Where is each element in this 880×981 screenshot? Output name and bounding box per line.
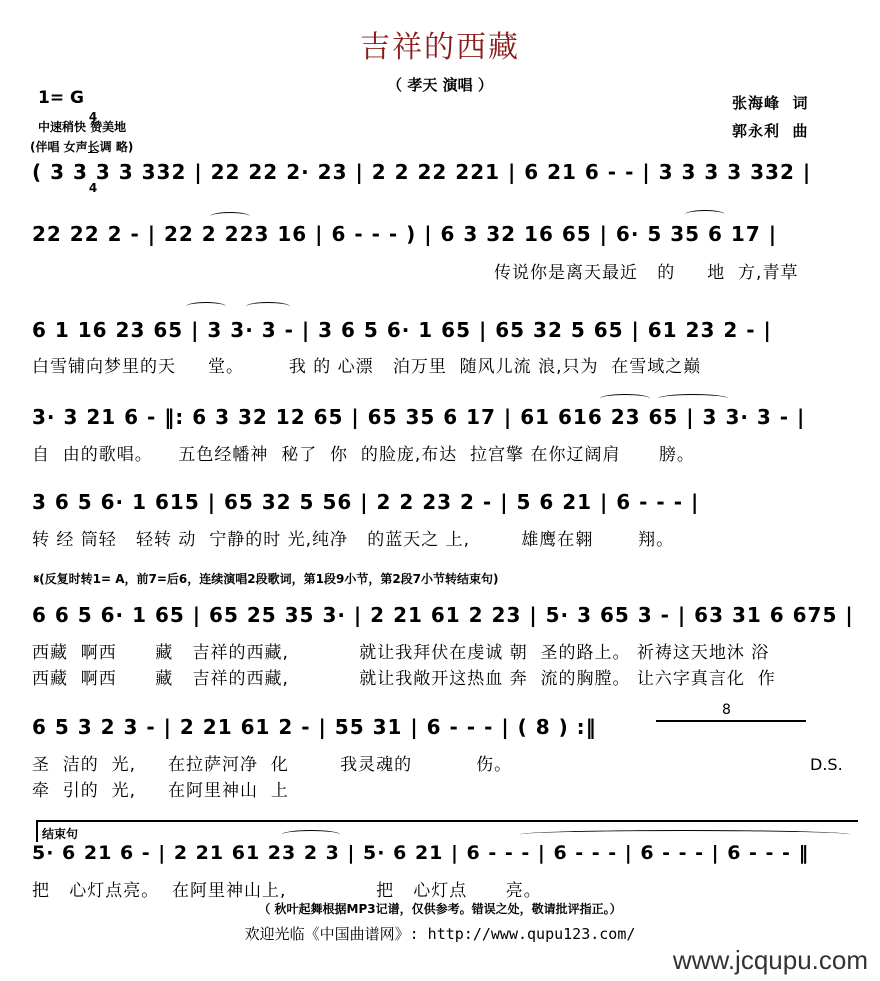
song-title: 吉祥的西藏 — [360, 30, 520, 65]
staff-line-4: 3· 3 21 6 - ‖: 6 3 32 12 65 | 65 35 6 17 | 61 616 23 65 | 3 3· 3 - | — [32, 405, 806, 429]
composer-credit: 郭永利 曲 — [732, 122, 809, 140]
staff-line-8: 5· 6 21 6 - | 2 21 61 23 2 3 | 5· 6 21 | 6 - - - | 6 - - - | 6 - - - | 6 - - - ‖ — [32, 842, 810, 864]
lyric-line-9: 把 心灯点亮。 在阿里神山上, 把 心灯点 亮。 — [32, 881, 542, 901]
lyric-line-3: 自 由的歌唱。 五色经幡神 秘了 你 的脸庞,布达 拉宫擎 在你辽阔肩 膀。 — [32, 445, 695, 465]
performer-credit: （ 孝天 演唱 ） — [387, 76, 493, 94]
lyric-line-5: 西藏 啊西 藏 吉祥的西藏, 就让我拜伏在虔诚 朝 圣的路上。 祈祷这天地沐 浴 — [32, 643, 770, 663]
lyric-line-1: 传说你是离天最近 的 地 方,青草 — [494, 263, 799, 283]
accompaniment-note: (伴唱 女声长调 略) — [30, 140, 134, 154]
watermark: www.jcqupu.com — [672, 945, 868, 975]
staff-line-5: 3 6 5 6· 1 615 | 65 32 5 56 | 2 2 23 2 - | 5 6 21 | 6 - - - | — [32, 490, 700, 514]
slur-arc — [600, 394, 650, 403]
lyric-line-6: 西藏 啊西 藏 吉祥的西藏, 就让我敞开这热血 奔 流的胸膛。 让六字真言化 作 — [32, 669, 776, 689]
slur-arc — [246, 302, 290, 311]
slur-arc — [658, 394, 728, 403]
footnote: （ 秋叶起舞根据MP3记谱，仅供参考。错误之处，敬请批评指正。） — [258, 902, 622, 916]
site-link[interactable]: 欢迎光临《中国曲谱网》: http://www.qupu123.com/ — [244, 925, 636, 943]
slur-arc — [685, 210, 725, 219]
key-signature: 1= G — [38, 88, 84, 108]
lyric-line-2: 白雪铺向梦里的天 堂。 我 的 心漂 泊万里 随风儿流 浪,只为 在雪域之巅 — [32, 357, 702, 377]
ending-label: 结束句 — [42, 827, 79, 841]
staff-line-1: ( 3 3 3 3 332 | 22 22 2· 23 | 2 2 22 221 | 6 21 6 - - | 3 3 3 3 332 | — [32, 160, 812, 184]
tempo-marking: 中速稍快 赞美地 — [38, 120, 127, 134]
tie-arc — [520, 830, 850, 839]
repeat-instruction: 𝄋(反复时转1= A，前7=后6，连续演唱2段歌词，第1段9小节，第2段7小节转结束句) — [34, 572, 499, 586]
staff-line-6: 6 6 5 6· 1 65 | 65 25 35 3· | 2 21 61 2 23 | 5· 3 65 3 - | 63 31 6 675 | — [32, 603, 854, 627]
time-signature-top: 4 — [88, 110, 98, 124]
lyric-line-4: 转 经 筒轻 轻转 动 宁静的时 光,纯净 的蓝天之 上, 雄鹰在翱 翔。 — [32, 530, 675, 550]
slur-arc — [210, 212, 250, 221]
multi-rest-count: 8 — [722, 702, 731, 718]
slur-arc — [186, 302, 226, 311]
staff-line-2: 22 22 2 - | 22 2 223 16 | 6 - - - ) | 6 3 32 16 65 | 6· 5 35 6 17 | — [32, 222, 778, 246]
lyricist-credit: 张海峰 词 — [732, 94, 809, 112]
lyric-line-7: 圣 洁的 光, 在拉萨河净 化 我灵魂的 伤。 — [32, 755, 513, 775]
dal-segno: D.S. — [810, 755, 843, 774]
staff-line-7: 6 5 3 2 3 - | 2 21 61 2 - | 55 31 | 6 - - - | ( 8 ) :‖ — [32, 715, 597, 739]
slur-arc — [282, 830, 340, 839]
staff-line-3: 6 1 16 23 65 | 3 3· 3 - | 3 6 5 6· 1 65 | 65 32 5 65 | 61 23 2 - | — [32, 318, 772, 342]
lyric-line-8: 牵 引的 光, 在阿里神山 上 — [32, 781, 289, 801]
multi-rest-line — [656, 720, 806, 722]
time-signature-bottom: 4 — [88, 181, 98, 195]
